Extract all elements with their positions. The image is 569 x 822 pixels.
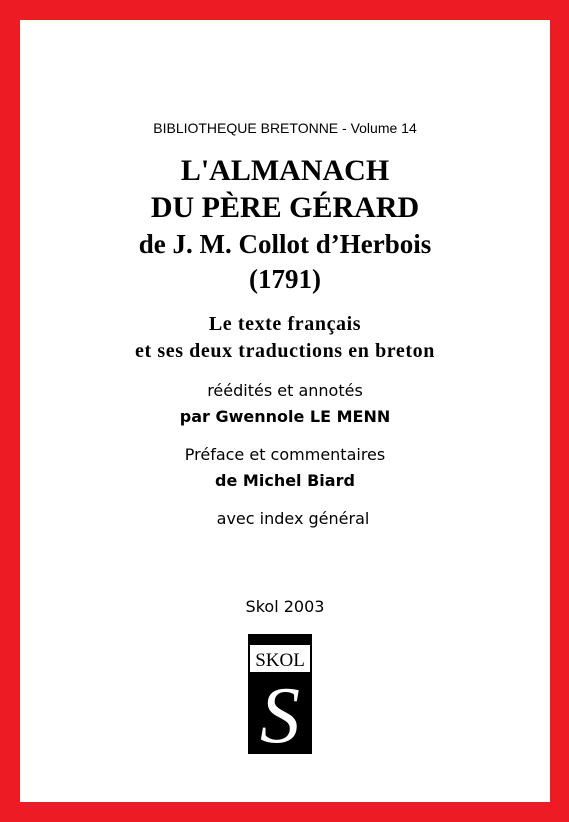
editor-name: par Gwennole LE MENN: [179, 407, 391, 426]
publisher-year: Skol 2003: [245, 597, 325, 616]
reedited-label: réédités et annotés: [207, 381, 363, 400]
title-line-2: DU PÈRE GÉRARD: [150, 191, 420, 224]
title-line-1: L'ALMANACH: [180, 154, 390, 187]
subtitle-line-1: Le texte français: [208, 313, 362, 335]
series-line: BIBLIOTHEQUE BRETONNE - Volume 14: [153, 120, 417, 136]
logo-top-text: SKOL: [255, 650, 305, 671]
logo-letter: S: [260, 672, 300, 754]
skol-logo: [248, 634, 312, 754]
book-cover-page: [20, 20, 550, 802]
title-line-3: de J. M. Collot d’Herbois: [138, 229, 432, 259]
subtitle-line-2: et ses deux traductions en breton: [135, 340, 435, 362]
index-note: avec index général: [216, 509, 370, 528]
preface-author: de Michel Biard: [215, 471, 355, 490]
title-line-4: (1791): [249, 264, 321, 294]
preface-label: Préface et commentaires: [184, 445, 386, 464]
logo-top-bar: [249, 635, 311, 645]
